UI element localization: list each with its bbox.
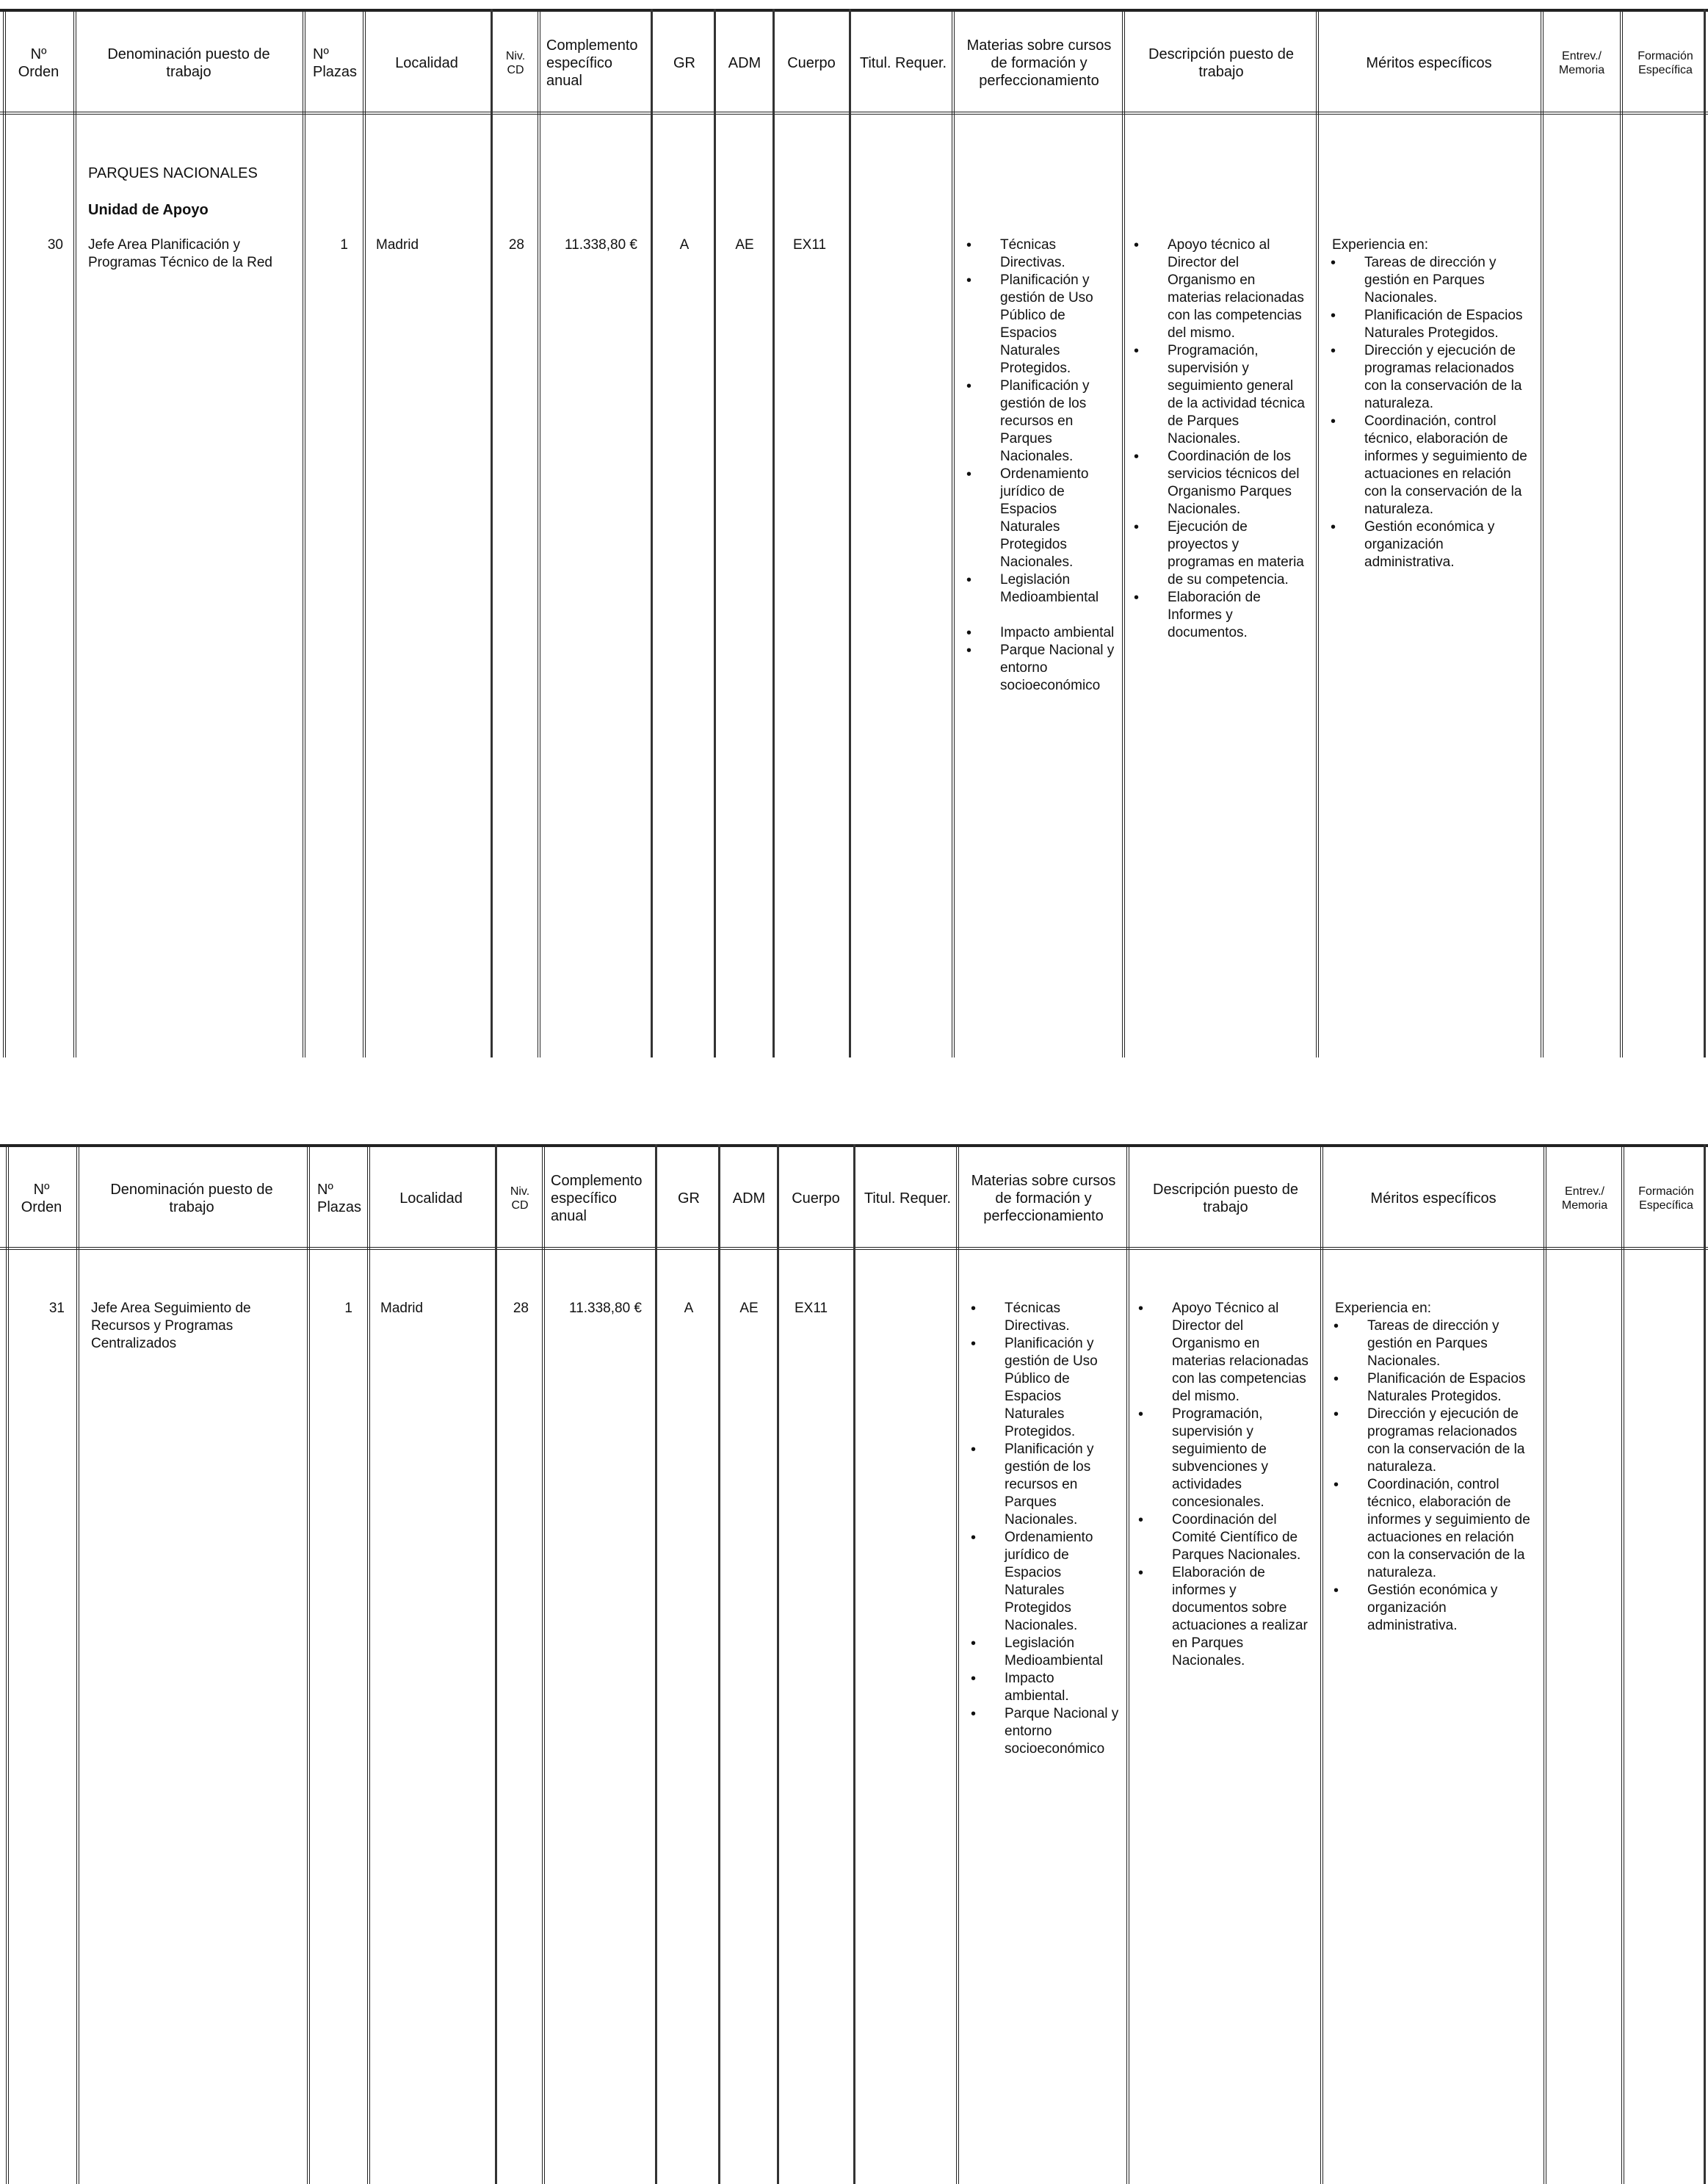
row-gr: A xyxy=(679,237,690,253)
list-item: • Planificación y gestión de los recursos en Parques Nacionales. xyxy=(968,1441,1122,1529)
header-gr: GR xyxy=(678,1190,700,1207)
list-item: • Dirección y ejecución de programas relacionados con la conservación de la naturaleza. xyxy=(1328,342,1530,413)
section-title: PARQUES NACIONALES xyxy=(88,165,258,181)
list-item: • Planificación y gestión de los recursos en Parques Nacionales. xyxy=(963,377,1118,466)
row-denominacion: Jefe Area Seguimiento de Recursos y Programas Centralizados xyxy=(91,1301,251,1351)
row-adm: AE xyxy=(735,237,754,253)
header-meritos: Méritos específicos xyxy=(1370,1190,1497,1207)
header-denominacion: Denominación puesto de trabajo xyxy=(107,46,270,80)
header-adm: ADM xyxy=(728,55,761,71)
list-item: • Tareas de dirección y gestión en Parques Nacionales. xyxy=(1328,254,1530,307)
list-item: • Legislación Medioambiental xyxy=(963,571,1118,607)
materias-list xyxy=(963,236,1118,695)
header-localidad: Localidad xyxy=(399,1190,463,1207)
header-materias: Materias sobre cursos de formación y perfeccionamiento xyxy=(971,1173,1116,1224)
meritos-intro: Experiencia en: xyxy=(1335,1301,1431,1316)
header-n-orden: Nº Orden xyxy=(21,1182,62,1215)
meritos-list xyxy=(1331,1317,1533,1635)
header-formacion: Formación Específica xyxy=(1638,1185,1694,1212)
list-item: • Elaboración de informes y documentos sobre actuaciones a realizar en Parques Nacionales. xyxy=(1135,1564,1311,1670)
materias-list xyxy=(968,1300,1122,1758)
list-item: • Gestión económica y organización administrativa. xyxy=(1331,1582,1533,1635)
table-block-1 xyxy=(0,9,1708,1057)
list-item: • Planificación y gestión de Uso Público de Espacios Naturales Protegidos. xyxy=(963,272,1118,377)
list-item: • Técnicas Directivas. xyxy=(968,1300,1122,1335)
header-descripcion: Descripción puesto de trabajo xyxy=(1148,46,1294,80)
header-complemento: Complemento específico anual xyxy=(551,1173,643,1224)
row-plazas: 1 xyxy=(340,237,348,253)
header-entrev: Entrev./ Memoria xyxy=(1558,50,1605,76)
meritos-intro: Experiencia en: xyxy=(1332,237,1428,253)
list-item: • Coordinación del Comité Científico de Parques Nacionales. xyxy=(1135,1511,1311,1564)
list-item: • Impacto ambiental. xyxy=(968,1670,1122,1705)
row-complemento: 11.338,80 € xyxy=(565,237,637,253)
row-adm: AE xyxy=(739,1301,759,1316)
list-item: • Planificación de Espacios Naturales Protegidos. xyxy=(1331,1370,1533,1406)
list-item: • Coordinación, control técnico, elaboración de informes y seguimiento de actuaciones en relación con la conservación de la naturaleza. xyxy=(1331,1476,1533,1582)
row-gr: A xyxy=(684,1301,694,1316)
header-complemento: Complemento específico anual xyxy=(546,37,638,89)
row-complemento: 11.338,80 € xyxy=(569,1301,642,1316)
unit-title: Unidad de Apoyo xyxy=(88,202,209,218)
header-gr: GR xyxy=(673,55,695,71)
row-nivel: 28 xyxy=(508,237,524,253)
header-localidad: Localidad xyxy=(395,55,458,71)
header-adm: ADM xyxy=(732,1190,766,1207)
header-cuerpo: Cuerpo xyxy=(792,1190,840,1207)
row-denominacion: Jefe Area Planificación y Programas Técnico de la Red xyxy=(88,237,272,270)
table-block-2 xyxy=(0,1144,1708,2184)
list-item: • Legislación Medioambiental xyxy=(968,1635,1122,1670)
list-item: • Gestión económica y organización administrativa. xyxy=(1328,518,1530,571)
meritos-list xyxy=(1328,254,1530,571)
header-meritos: Méritos específicos xyxy=(1366,55,1492,71)
row-nivel: 28 xyxy=(513,1301,529,1316)
list-item: • Planificación y gestión de Uso Público de Espacios Naturales Protegidos. xyxy=(968,1335,1122,1441)
header-niv-cd: Niv. CD xyxy=(505,50,526,76)
header-denominacion: Denominación puesto de trabajo xyxy=(110,1182,273,1215)
row-orden: 31 xyxy=(48,1301,65,1316)
list-item: • Tareas de dirección y gestión en Parques Nacionales. xyxy=(1331,1317,1533,1370)
descripcion-list xyxy=(1131,236,1307,642)
header-n-plazas: Nº Plazas xyxy=(317,1182,362,1215)
row-localidad: Madrid xyxy=(376,237,419,253)
header-materias: Materias sobre cursos de formación y perfeccionamiento xyxy=(966,37,1112,89)
table-body xyxy=(0,115,1708,1057)
list-item: • Parque Nacional y entorno socioeconómico xyxy=(963,642,1118,695)
header-niv-cd: Niv. CD xyxy=(510,1185,530,1212)
list-item: • Parque Nacional y entorno socioeconómico xyxy=(968,1705,1122,1758)
row-cuerpo: EX11 xyxy=(793,237,827,253)
list-item: • Ordenamiento jurídico de Espacios Naturales Protegidos Nacionales. xyxy=(968,1529,1122,1635)
header-titul: Titul. Requer. xyxy=(859,55,947,71)
list-item: • Elaboración de Informes y documentos. xyxy=(1131,589,1307,642)
row-plazas: 1 xyxy=(344,1301,352,1316)
list-item: • Coordinación de los servicios técnicos del Organismo Parques Nacionales. xyxy=(1131,448,1307,518)
header-formacion: Formación Específica xyxy=(1638,50,1693,76)
list-item: • Técnicas Directivas. xyxy=(963,236,1118,272)
header-n-plazas: Nº Plazas xyxy=(313,46,358,80)
descripcion-list xyxy=(1135,1300,1311,1670)
list-item: • Ejecución de proyectos y programas en materia de su competencia. xyxy=(1131,518,1307,589)
list-item: • Dirección y ejecución de programas relacionados con la conservación de la naturaleza. xyxy=(1331,1406,1533,1476)
list-item: • Ordenamiento jurídico de Espacios Naturales Protegidos Nacionales. xyxy=(963,466,1118,571)
list-item: • Impacto ambiental xyxy=(963,624,1118,642)
header-n-orden: Nº Orden xyxy=(18,46,59,80)
header-entrev: Entrev./ Memoria xyxy=(1561,1185,1608,1212)
row-cuerpo: EX11 xyxy=(795,1301,828,1316)
header-cuerpo: Cuerpo xyxy=(787,55,836,71)
table-header xyxy=(0,9,1708,115)
header-descripcion: Descripción puesto de trabajo xyxy=(1153,1182,1298,1215)
header-titul: Titul. Requer. xyxy=(864,1190,952,1207)
list-item: • Programación, supervisión y seguimiento general de la actividad técnica de Parques Nacionales. xyxy=(1131,342,1307,448)
list-item: • Apoyo técnico al Director del Organismo en materias relacionadas con las competencias del mismo. xyxy=(1131,236,1307,342)
list-item: • Planificación de Espacios Naturales Protegidos. xyxy=(1328,307,1530,342)
list-item: • Apoyo Técnico al Director del Organismo en materias relacionadas con las competencias del mismo. xyxy=(1135,1300,1311,1406)
row-localidad: Madrid xyxy=(380,1301,424,1316)
list-item: • Programación, supervisión y seguimiento de subvenciones y actividades concesionales. xyxy=(1135,1406,1311,1511)
row-orden: 30 xyxy=(47,237,63,253)
list-item: • Coordinación, control técnico, elaboración de informes y seguimiento de actuaciones en relación con la conservación de la naturaleza. xyxy=(1328,413,1530,518)
